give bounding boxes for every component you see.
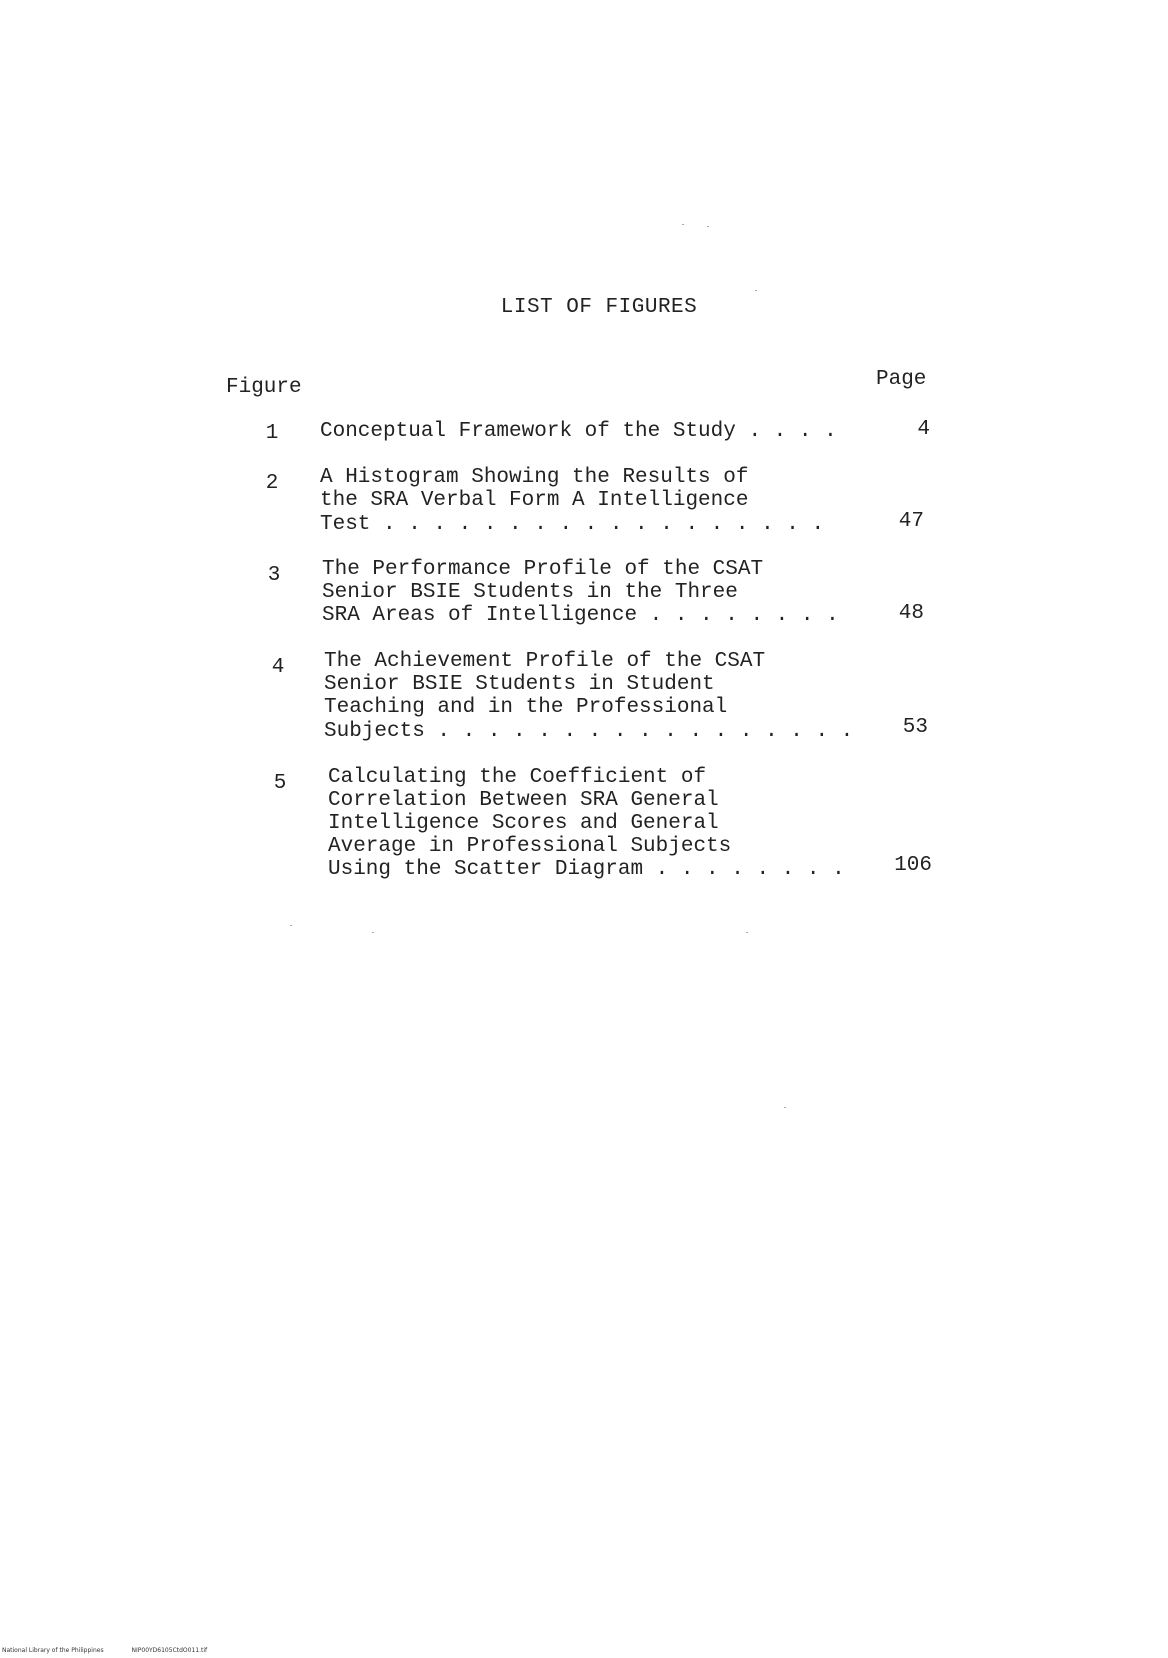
figure-number: 5 <box>273 772 287 795</box>
figure-caption-line: A Histogram Showing the Results of <box>320 466 749 489</box>
figure-number: 1 <box>265 422 279 445</box>
figure-number: 4 <box>271 656 285 679</box>
figure-caption-line: Senior BSIE Students in the Three <box>322 581 738 604</box>
scan-speck <box>290 925 292 926</box>
scan-speck <box>755 290 757 291</box>
figure-page-number: 4 <box>917 418 930 441</box>
figure-caption-line: SRA Areas of Intelligence . . . . . . . . <box>322 604 839 627</box>
figure-caption-line: Conceptual Framework of the Study . . . . <box>320 420 837 443</box>
figure-caption-line: Senior BSIE Students in Student <box>324 673 715 696</box>
figure-page-number: 106 <box>894 854 932 877</box>
figure-page-number: 48 <box>898 602 924 625</box>
figure-caption-line: The Achievement Profile of the CSAT <box>324 650 766 673</box>
figure-caption-line: Subjects . . . . . . . . . . . . . . . . . <box>324 720 854 743</box>
figure-caption-line: Correlation Between SRA General <box>328 789 719 812</box>
figure-caption-line: Average in Professional Subjects <box>328 835 732 858</box>
figure-caption-line: the SRA Verbal Form A Intelligence <box>320 489 749 512</box>
figure-caption-line: The Performance Profile of the CSAT <box>322 558 764 581</box>
figure-column-header: Figure <box>226 376 302 399</box>
figure-caption-line: Calculating the Coefficient of <box>328 766 707 789</box>
scan-speck <box>784 1107 786 1108</box>
figure-number: 2 <box>265 472 279 495</box>
footer-filename: NIP00YD6105CtdO011.tif <box>131 1647 208 1654</box>
figure-page-number: 47 <box>898 510 924 533</box>
figure-page-number: 53 <box>902 716 928 739</box>
scan-speck <box>707 226 709 227</box>
scan-speck <box>372 932 374 933</box>
figure-caption-line: Using the Scatter Diagram . . . . . . . . <box>328 858 845 881</box>
page-title: LIST OF FIGURES <box>500 296 698 319</box>
scan-speck <box>682 224 684 225</box>
figure-caption-line: Teaching and in the Professional <box>324 696 728 719</box>
footer-library: National Library of the Philippines <box>2 1647 104 1654</box>
page-column-header: Page <box>876 368 927 391</box>
scan-footer <box>2 1647 233 1654</box>
figure-number: 3 <box>267 564 281 587</box>
figure-caption-line: Test . . . . . . . . . . . . . . . . . . <box>320 513 825 536</box>
figure-caption-line: Intelligence Scores and General <box>328 812 719 835</box>
scan-speck <box>746 932 748 933</box>
